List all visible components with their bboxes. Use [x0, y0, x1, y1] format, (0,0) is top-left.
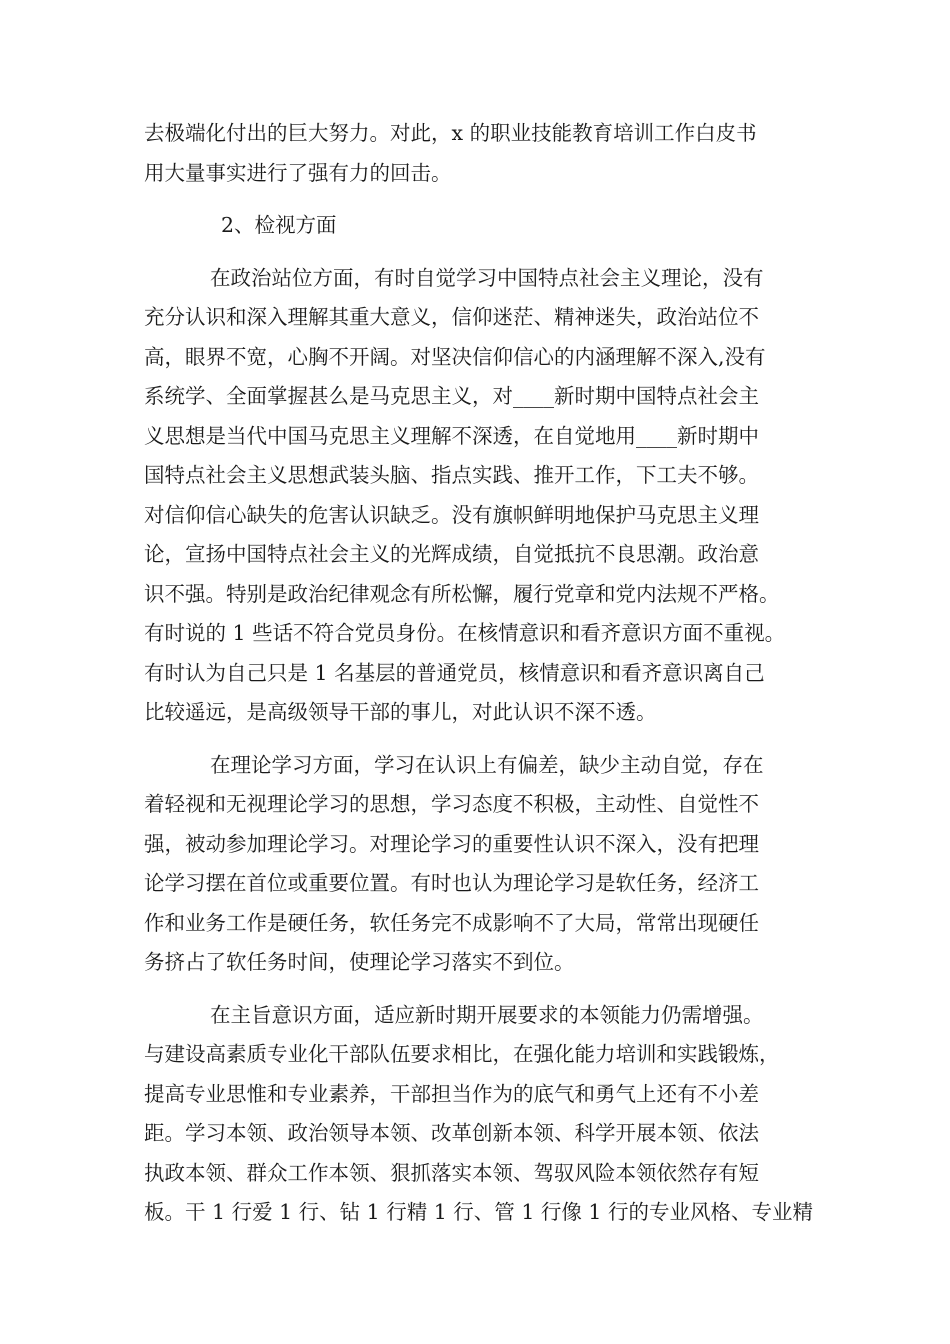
text-line: 着轻视和无视理论学习的思想，学习态度不积极，主动性、自觉性不 [144, 792, 759, 816]
text-line: 对信仰信心缺失的危害认识缺乏。没有旗帜鲜明地保护马克思主义理 [144, 502, 759, 527]
text-line: 国特点社会主义思想武装头脑、指点实践、推开工作，下工夫不够。 [144, 463, 759, 487]
paragraph-theory-study [144, 746, 810, 983]
paragraph-political-stance [144, 259, 810, 733]
text-line: 识不强。特别是政治纪律观念有所松懈，履行党章和党内法规不严格。 [144, 581, 780, 606]
paragraph-purpose-awareness [144, 996, 813, 1233]
section-heading: 2、检视方面 [221, 213, 337, 237]
text-line: 板。干 1 行爱 1 行、钻 1 行精 1 行、管 1 行像 1 行的专业风格、专业精 [144, 1200, 813, 1224]
text-line: 高，眼界不宽，心胸不开阔。对坚决信仰信心的内涵理解不深入,没有 [144, 344, 766, 369]
intro-paragraph [144, 114, 810, 193]
text-line: 在政治站位方面，有时自觉学习中国特点社会主义理论，没有 [210, 265, 764, 290]
text-line: 有时说的 1 些话不符合党员身份。在核情意识和看齐意识方面不重视。 [144, 621, 786, 645]
text-line: 去极端化付出的巨大努力。对此，x 的职业技能教育培训工作白皮书 [144, 121, 757, 145]
text-line: 系统学、全面掌握甚么是马克思主义，对____新时期中国特点社会主 [144, 384, 759, 408]
text-line: 论，宣扬中国特点社会主义的光辉成绩，自觉抵抗不良思潮。政治意 [144, 542, 759, 566]
text-line: 强，被动参加理论学习。对理论学习的重要性认识不深入，没有把理 [144, 831, 759, 856]
text-line: 论学习摆在首位或重要位置。有时也认为理论学习是软任务，经济工 [144, 871, 759, 895]
text-line: 义思想是当代中国马克思主义理解不深透，在自觉地用____新时期中 [144, 423, 759, 448]
text-line: 作和业务工作是硬任务，软任务完不成影响不了大局，常常出现硬任 [144, 910, 759, 935]
text-line: 提高专业思惟和专业素养，干部担当作为的底气和勇气上还有不小差 [144, 1081, 759, 1106]
text-line: 务挤占了软任务时间，使理论学习落实不到位。 [144, 950, 575, 974]
text-line: 在理论学习方面，学习在认识上有偏差，缺少主动自觉，存在 [210, 752, 764, 777]
text-line: 比较遥远，是高级领导干部的事儿，对此认识不深不透。 [144, 700, 657, 724]
text-line: 在主旨意识方面，适应新时期开展要求的本领能力仍需增强。 [210, 1002, 764, 1027]
text-line: 与建设高素质专业化干部队伍要求相比，在强化能力培训和实践锻炼， [144, 1042, 780, 1066]
text-line: 距。学习本领、政治领导本领、改革创新本领、科学开展本领、依法 [144, 1121, 759, 1145]
text-line: 充分认识和深入理解其重大意义，信仰迷茫、精神迷失，政治站位不 [144, 305, 759, 329]
document-body [144, 114, 813, 1233]
text-line: 用大量事实进行了强有力的回击。 [144, 160, 452, 185]
text-line: 执政本领、群众工作本领、狠抓落实本领、驾驭风险本领依然存有短 [144, 1160, 759, 1185]
text-line: 有时认为自己只是 1 名基层的普通党员，核情意识和看齐意识离自己 [144, 660, 765, 685]
